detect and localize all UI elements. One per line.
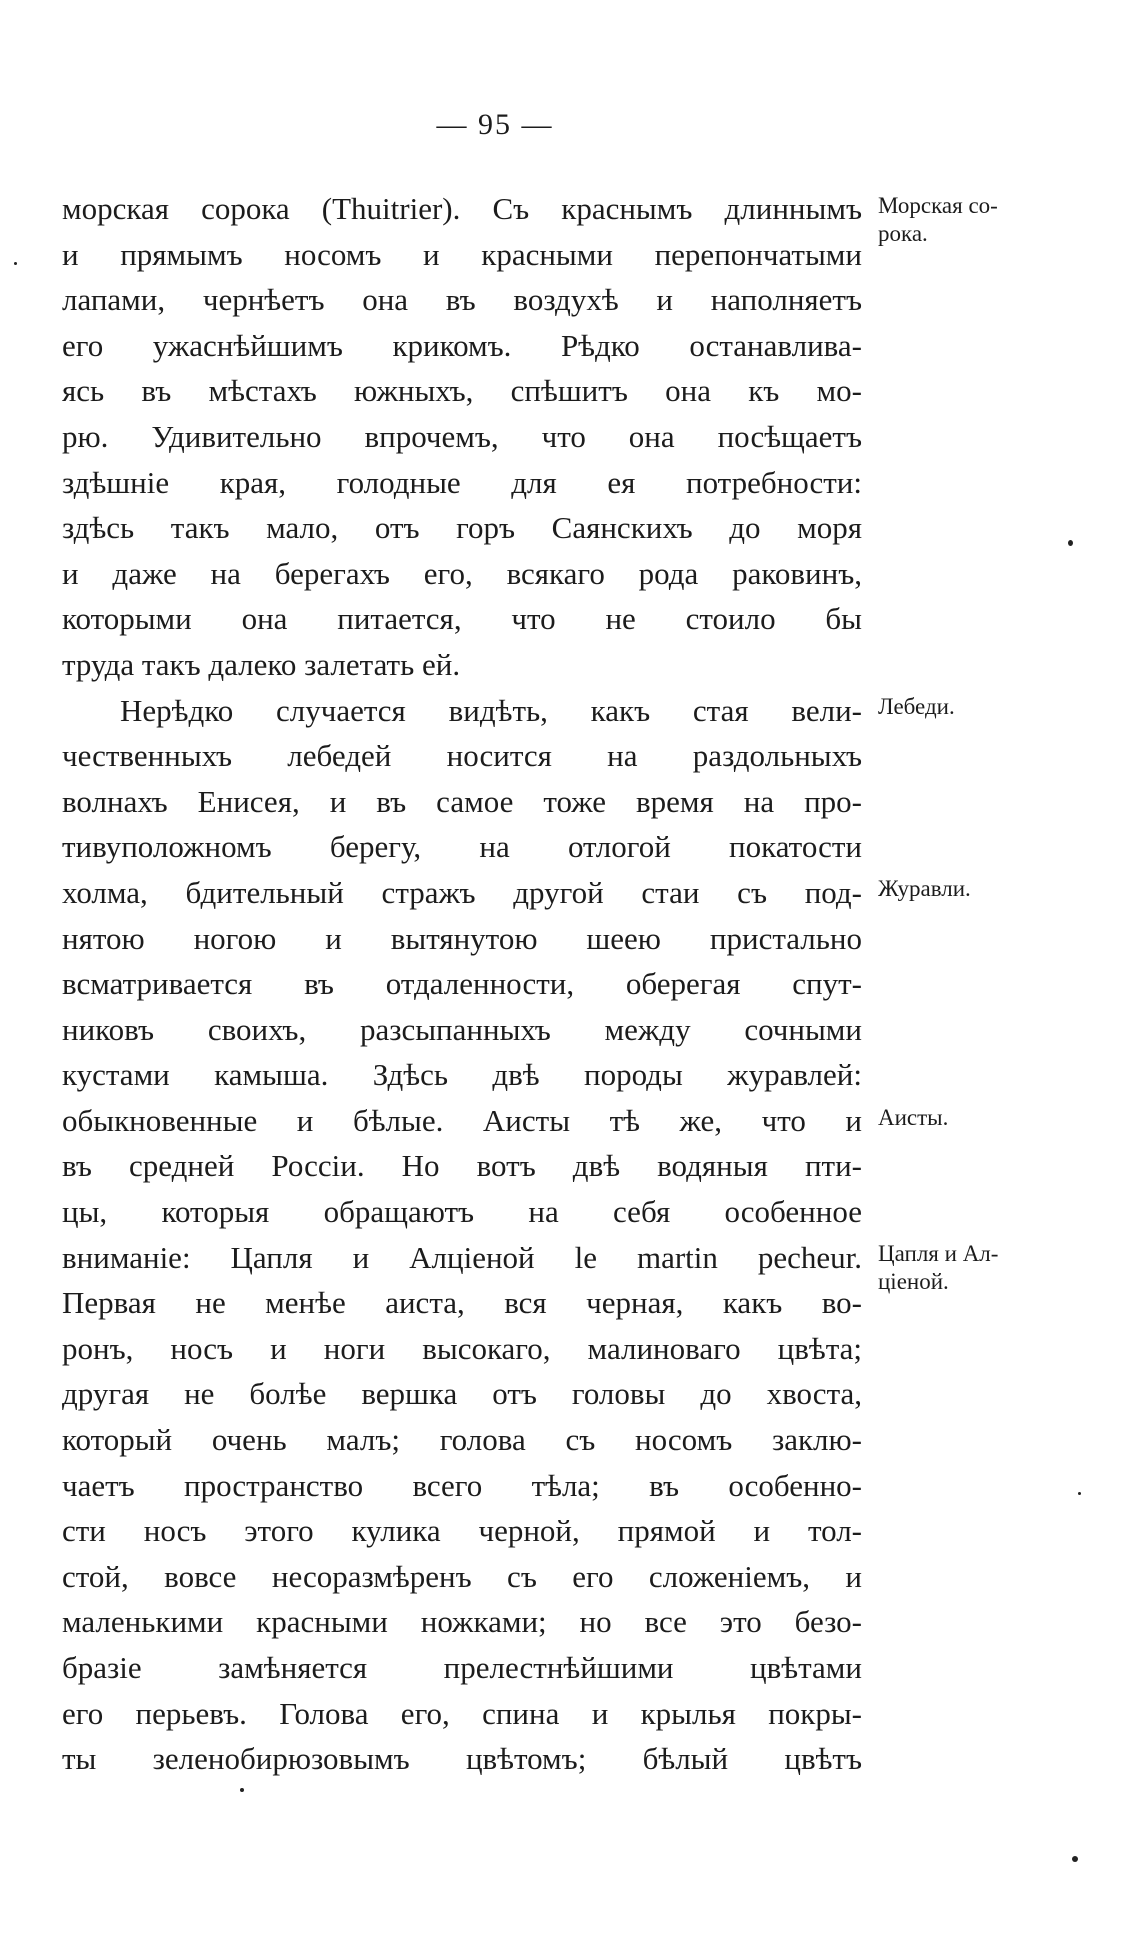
text-line: другая не болѣе вершка отъ головы до хвоста,	[62, 1376, 862, 1412]
ink-speck	[1068, 540, 1073, 546]
margin-note-line: Журавли.	[878, 876, 971, 901]
text-line: тивуположномъ берегу, на отлогой покатости	[62, 829, 862, 865]
ink-speck	[1072, 1856, 1078, 1862]
page-number: — 95 —	[436, 108, 554, 141]
body-text	[62, 186, 862, 1782]
text-line: сти носъ этого кулика черной, прямой и тол-	[62, 1513, 862, 1549]
text-line: нятою ногою и вытянутою шеею пристально	[62, 920, 862, 956]
margin-note-line: Лебеди.	[878, 694, 955, 719]
text-line: цы, которыя обращаютъ на себя особенное	[62, 1194, 862, 1230]
text-line: и прямымъ носомъ и красными перепончатыми	[62, 236, 862, 272]
text-line: чаетъ пространство всего тѣла; въ особенно-	[62, 1467, 862, 1503]
text-line: ясь въ мѣстахъ южныхъ, спѣшитъ она къ мо-	[62, 373, 862, 409]
text-line: его ужаснѣйшимъ крикомъ. Рѣдко останавлива-	[62, 327, 862, 363]
text-line: морская сорока (Thuitrier). Съ краснымъ длиннымъ	[62, 191, 862, 226]
text-line: который очень малъ; голова съ носомъ заклю-	[62, 1422, 862, 1458]
text-line: никовъ своихъ, разсыпанныхъ между сочными	[62, 1011, 862, 1047]
text-line: Первая не менѣе аиста, вся черная, какъ во-	[62, 1285, 862, 1321]
text-line: ронъ, носъ и ноги высокаго, малиноваго цвѣта;	[62, 1330, 862, 1366]
text-line: бразіе замѣняется прелестнѣйшими цвѣтами	[62, 1650, 862, 1685]
text-line: ты зеленобирюзовымъ цвѣтомъ; бѣлый цвѣтъ	[62, 1741, 862, 1777]
text-line: холма, бдительный стражъ другой стаи съ под-	[62, 874, 862, 910]
margin-note-line: Цапля и Ал-	[878, 1241, 999, 1266]
text-line: Нерѣдко случается видѣть, какъ стая вели-	[120, 692, 862, 728]
margin-note-tsaplya	[878, 1240, 1128, 1296]
text-line: вниманіе: Цапля и Алціеной le martin pecheur.	[62, 1239, 862, 1275]
text-line: обыкновенные и бѣлые. Аисты тѣ же, что и	[62, 1102, 862, 1138]
margin-note-lebedi	[878, 693, 1128, 721]
ink-speck	[14, 262, 17, 265]
ink-speck	[240, 1788, 244, 1792]
margin-note-line: ціеной.	[878, 1269, 949, 1294]
text-line: кустами камыша. Здѣсь двѣ породы журавлей:	[62, 1057, 862, 1093]
margin-note-morskaya-soroka	[878, 192, 1128, 248]
text-line: волнахъ Енисея, и въ самое тоже время на про-	[62, 783, 862, 819]
text-line: здѣшніе края, голодные для ея потребности:	[62, 464, 862, 500]
text-line: которыми она питается, что не стоило бы	[62, 601, 862, 637]
text-line: рю. Удивительно впрочемъ, что она посѣщаетъ	[62, 418, 862, 454]
margin-note-line: Аисты.	[878, 1105, 949, 1130]
text-line: всматривается въ отдаленности, оберегая спут-	[62, 966, 862, 1002]
margin-note-line: рока.	[878, 221, 928, 246]
text-line: труда такъ далеко залетать ей.	[62, 646, 461, 682]
text-line: и даже на берегахъ его, всякаго рода раковинъ,	[62, 555, 862, 591]
margin-note-zhuravli	[878, 875, 1128, 903]
ink-speck	[1078, 1492, 1081, 1495]
text-line: здѣсь такъ мало, отъ горъ Саянскихъ до моря	[62, 510, 862, 546]
text-line: стой, вовсе несоразмѣренъ съ его сложеніемъ, и	[62, 1558, 862, 1594]
text-line: чественныхъ лебедей носится на раздольныхъ	[62, 738, 862, 774]
margin-note-aisty	[878, 1104, 1128, 1132]
text-line: въ средней Россіи. Но вотъ двѣ водяныя пти-	[62, 1148, 862, 1184]
text-line: маленькими красными ножками; но все это безо-	[62, 1604, 862, 1640]
text-line: его перьевъ. Голова его, спина и крылья покры-	[62, 1695, 862, 1731]
margin-note-line: Морская со-	[878, 193, 998, 218]
text-line: лапами, чернѣетъ она въ воздухѣ и наполняетъ	[62, 282, 862, 318]
